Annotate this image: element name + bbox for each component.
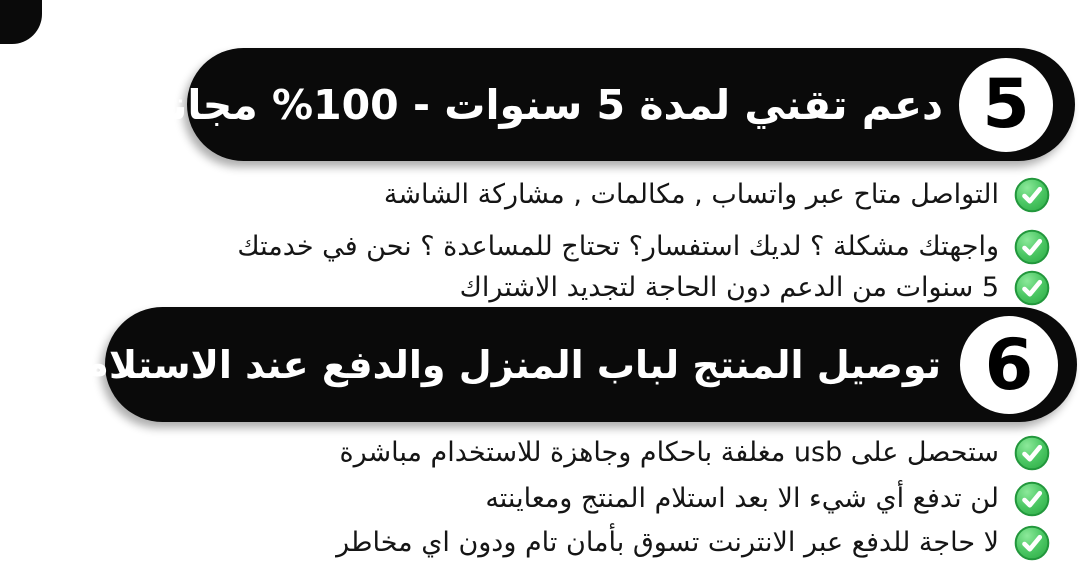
bullet-text: ستحصل على usb مغلفة باحكام وجاهزة للاستخدام مباشرة (339, 437, 999, 469)
check-circle-icon (1014, 270, 1050, 306)
check-circle-icon (1014, 177, 1050, 213)
check-circle-icon (1014, 435, 1050, 471)
section-6-banner (81, 307, 1077, 422)
bullet-text: 5 سنوات من الدعم دون الحاجة لتجديد الاشتراك (459, 272, 999, 304)
section-5-title: دعم تقني لمدة 5 سنوات - 100% مجانا (156, 80, 943, 129)
bullet-row (339, 434, 1050, 472)
bullet-row (460, 269, 1050, 307)
bullet-text: واجهتك مشكلة ؟ لديك استفسار؟ تحتاج للمساعدة ؟ نحن في خدمتك (237, 231, 999, 263)
check-circle-icon (1014, 481, 1050, 517)
bullet-row (237, 228, 1050, 266)
section-5-banner (156, 48, 1075, 161)
check-circle-icon (1014, 525, 1050, 561)
previous-banner-corner-shape (0, 0, 42, 44)
section-6-title: توصيل المنتج لباب المنزل والدفع عند الاستلام (81, 342, 941, 387)
bullet-row (336, 524, 1050, 562)
bullet-row (384, 176, 1050, 214)
bullet-text: لا حاجة للدفع عبر الانترنت تسوق بأمان تام ودون اي مخاطر (336, 527, 999, 559)
check-circle-icon (1014, 229, 1050, 265)
section-5-number-badge: 5 (959, 58, 1053, 152)
section-6-number-badge: 6 (960, 316, 1058, 414)
bullet-row (485, 480, 1050, 518)
bullet-text: التواصل متاح عبر واتساب , مكالمات , مشاركة الشاشة (383, 179, 999, 211)
bullet-text: لن تدفع أي شيء الا بعد استلام المنتج ومعاينته (485, 483, 999, 515)
